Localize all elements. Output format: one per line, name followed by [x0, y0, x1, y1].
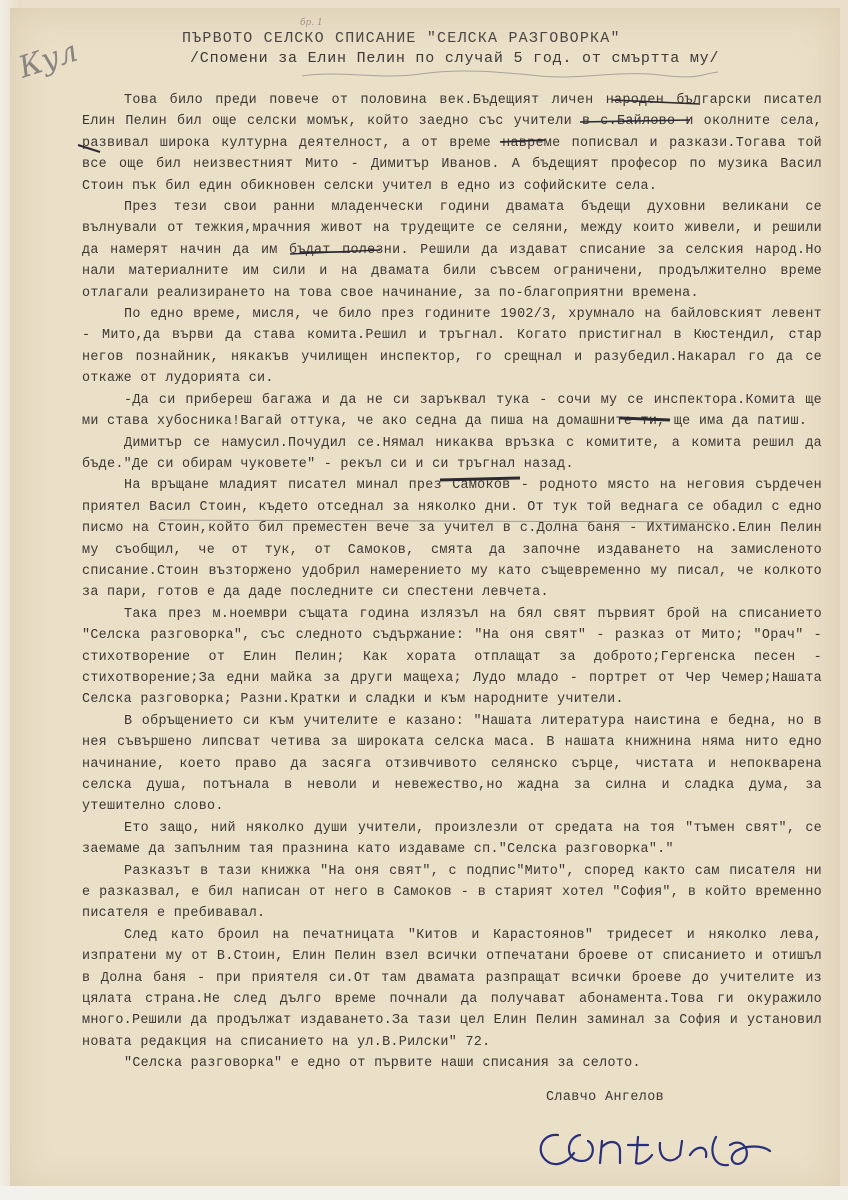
paragraph: Разказът в тази книжка "На оня свят", с подпис"Мито", според както сам писателя ни е разказвал, е бил написан от него в Самоков - в старият хотел "София", в който временно писателя е пребивавал. [82, 863, 822, 922]
paragraph: Димитър се намусил.Почудил се.Нямал никаква връзка с комитите, а комита решил да бъде."Де си обирам чуковете" - рекъл си и си тръгнал назад. [82, 435, 822, 472]
pencil-scribble-under-subtitle [300, 66, 720, 82]
handwritten-signature [530, 1115, 780, 1185]
document-subtitle: /Спомени за Елин Пелин по случай 5 год. от смъртта му/ [190, 50, 720, 67]
paragraph: След като броил на печатницата "Китов и Карастоянов" тридесет и няколко лева, изпратени му от В.Стоин, Елин Пелин взел всички отпечатани броеве от списанието и отишъл в Долна баня - при приятеля си.От там двамата разпращат всички броеве до учителите из цялата страна.Не след дълго време почнали да получават абонамента.Това ги окуражило много.Решили да продължат издаването.За тази цел Елин Пелин заминал за София и установил новата редакция на списанието на ул.В.Рилски" 72. [82, 927, 822, 1050]
paragraph: В обръщението си към учителите е казано: "Нашата литература наистина е бедна, но в нея съвършено липсват четива за широката селска маса. В нашата книжнина няма нито едно начинание, което право да засяга отзивчивото селянско сърце, чистата и непокварена селска душа, потънала в неволи и невежество,но жадна за силна и сладка дума, за утешително слово. [82, 713, 822, 815]
document-title: ПЪРВОТО СЕЛСКО СПИСАНИЕ "СЕЛСКА РАЗГОВОРКА" [182, 30, 621, 47]
paragraph: Това било преди повече от половина век.Бъдещият личен народен български писател Елин Пелин бил още селски момък, който заедно със учители в с.Байлово и околните села, развивал широка културна деятелност, а от време навреме пописвал и разкази.Тогава той все още бил неизвестният Мито - Димитър Иванов. А бъдещият професор по музика Васил Стоин пък бил един обикновен селски учител в едно из софийските села. [82, 93, 822, 194]
paragraph: Така през м.ноември същата година излязъл на бял свят първият брой на списанието "Селска разговорка", със следното съдържание: "На оня свят" - разказ от Мито; "Орач" - стихотворение от Елин Пелин; Как хората отплащат за доброто;Гергенска песен - стихотворение;За едни майка за други мащеха; Лудо младо - портрет от Чер Чемер;Нашата Селска разговорка; Разни.Кратки и сладки и към народните учители. [82, 606, 822, 708]
paragraph: На връщане младият писател минал през Самоков - родното място на неговия сърдечен приятел Васил Стоин, където отседнал за няколко дни. От тук той веднага се обадил с едно писмо на Стоин,който бил преместен вече за учител в с.Долна баня - Ихтиманско.Елин Пелин му съобщил, че от тук, от Самоков, смята да започне издаването на замисленото списание.Стоин възторжено удобрил намерението му като същевременно му писал, че колкото за пари, готов е да даде последните си спестени левчета. [82, 478, 822, 601]
paragraph: Ето защо, ний няколко души учители, произлезли от средата на тоя "тъмен свят", се заемаме да запълним тая празнина като издаваме сп."Селска разговорка"." [82, 820, 822, 858]
paragraph: По едно време, мисля, че било през годините 1902/3, хрумнало на байловският левент - Мито,да върви да става комита.Решил и тръгнал. Когато пристигнал в Кюстендил, стар негов познайник, някакъв училищен инспектор, го срещнал и разубедил.Накарал го да се откаже от лудорията си. [82, 307, 822, 387]
author-name: Славчо Ангелов [546, 1090, 665, 1105]
paragraph: -Да си прибереш багажа и да не си заръквал тука - сочи му се инспектора.Комита ще ми става хубосника!Вагай оттука, че ако седна да пиша на домашните ти, ще има да патиш. [82, 392, 822, 430]
document-body [82, 90, 822, 1075]
paragraph: През тези свои ранни младенчески години двамата бъдещи духовни великани се вълнували от тежкия,мрачния живот на трудещите се селяни, между които живели, и решили да намерят начин да им бъдат полезни. Решили да издават списание за селския народ.Но нали материалните им сили и на двамата били съвсем ограничени, продължително време отлагали реализирането на това свое начинание, за по-благоприятни времена. [82, 200, 822, 301]
paragraph: "Селска разговорка" е едно от първите наши списания за селото. [124, 1056, 641, 1072]
margin-pencil-note: Кул [14, 33, 83, 86]
pencil-annotation: бр. 1 [300, 18, 323, 28]
scan-bottom-edge [0, 1186, 848, 1200]
